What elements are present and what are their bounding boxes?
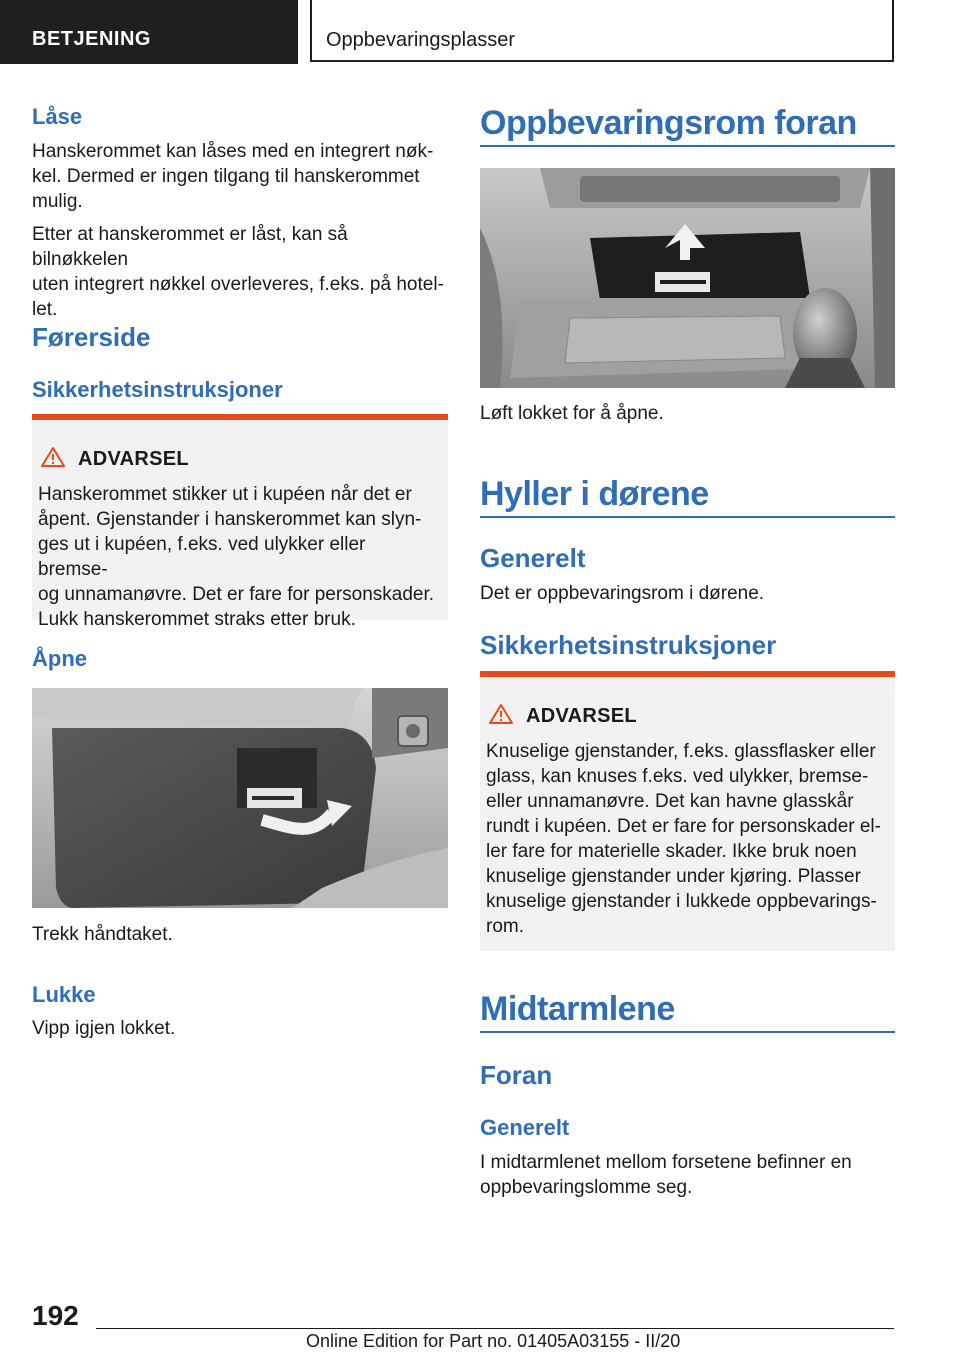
- warning-box-left: [32, 414, 448, 630]
- paragraph-lukke: Vipp igjen lokket.: [32, 1018, 176, 1039]
- section-title: BETJENING: [32, 28, 151, 50]
- page-number: 192: [32, 1300, 79, 1331]
- heading-foran: Foran: [480, 1060, 553, 1090]
- paragraph-lase-2: Etter at hanskerommet er låst, kan så bilnøkkelen uten integrert nøkkel overleveres, f.eks. på hotel- let.: [32, 224, 444, 320]
- heading-forerside: Førerside: [32, 322, 151, 352]
- chapter-tab: [310, 0, 894, 62]
- heading-generelt: Generelt: [480, 543, 586, 573]
- heading-hyller: Hyller i dørene: [480, 475, 709, 513]
- paragraph-generelt: Det er oppbevaringsrom i dørene.: [480, 583, 765, 604]
- heading-rule: [480, 145, 895, 147]
- heading-apne: Åpne: [32, 646, 87, 671]
- heading-sikkerhet-right: Sikkerhetsinstruksjoner: [480, 630, 777, 660]
- console-illustration: [480, 168, 895, 388]
- heading-lase: Låse: [32, 104, 83, 129]
- heading-rule: [480, 516, 895, 518]
- warning-text: Knuselige gjenstander, f.eks. glassflasker eller glass, kan knuses f.eks. ved ulykker, bremse- eller unnamanøvre. Det kan havne glasskår rundt i kupéen. Det er fare for personskader el- ler fare for materielle skader. Ikke bruk noen knuselige gjenstander under kjøring. Plasser knuselige gjenstander i lukkede oppbevarings- rom.: [486, 741, 881, 937]
- heading-midtarmlene: Midtarmlene: [480, 990, 675, 1028]
- glovebox-illustration: [32, 688, 448, 908]
- chapter-title: Oppbevaringsplasser: [326, 29, 515, 51]
- warning-triangle-icon: [40, 446, 66, 468]
- caption-apne: Trekk håndtaket.: [32, 924, 173, 945]
- warning-label: ADVARSEL: [526, 705, 637, 727]
- warning-text: Hanskerommet stikker ut i kupéen når det er åpent. Gjenstander i hanskerommet kan slyn- ges ut i kupéen, f.eks. ved ulykker eller bremse- og unnamanøvre. Det er fare for personskader. Lukk hanskerommet straks etter bruk.: [38, 484, 435, 630]
- footer-edition: Online Edition for Part no. 01405A03155 - II/20: [306, 1331, 681, 1351]
- caption-oppbevaringsrom: Løft lokket for å åpne.: [480, 403, 664, 424]
- warning-label: ADVARSEL: [78, 448, 189, 470]
- heading-generelt-2: Generelt: [480, 1115, 570, 1140]
- warning-triangle-icon: [488, 703, 514, 725]
- warning-box-right: [480, 671, 895, 951]
- heading-oppbevaringsrom: Oppbevaringsrom foran: [480, 104, 857, 142]
- console-photo: [480, 168, 895, 388]
- section-tab: [0, 0, 298, 64]
- glovebox-photo: [32, 688, 448, 908]
- heading-lukke: Lukke: [32, 982, 96, 1007]
- footer-rule: [96, 1328, 894, 1329]
- heading-rule: [480, 1031, 895, 1033]
- paragraph-generelt-2: I midtarmlenet mellom forsetene befinner en oppbevaringslomme seg.: [480, 1152, 852, 1198]
- heading-sikkerhet-left: Sikkerhetsinstruksjoner: [32, 377, 283, 402]
- paragraph-lase-1: Hanskerommet kan låses med en integrert nøk- kel. Dermed er ingen tilgang til hanskerommet mulig.: [32, 141, 434, 212]
